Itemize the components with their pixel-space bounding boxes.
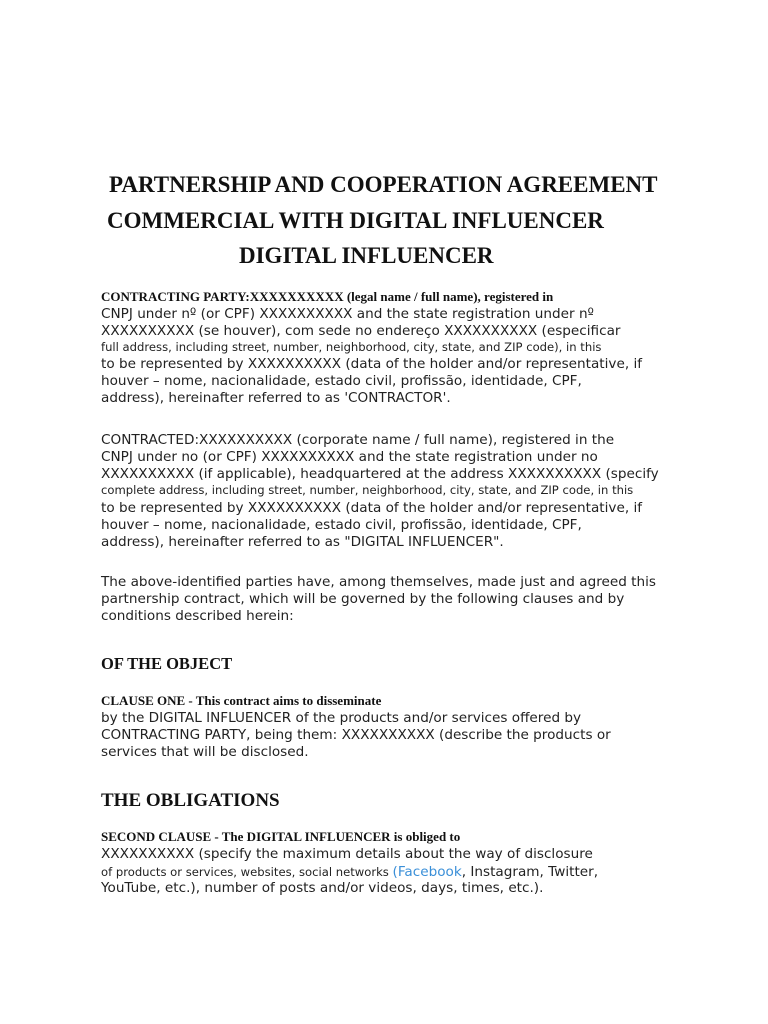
contracting-party-line: houver – nome, nacionalidade, estado civil, profissão, identidade, CPF,	[101, 373, 582, 389]
clause-two-line: XXXXXXXXXX (specify the maximum details about the way of disclosure	[101, 846, 593, 862]
title-line-1: PARTNERSHIP AND COOPERATION AGREEMENT	[109, 172, 658, 197]
clause-two-text: , Instagram, Twitter,	[461, 864, 599, 880]
contracted-line: houver – nome, nacionalidade, estado civil, profissão, identidade, CPF,	[101, 517, 582, 533]
section-heading-obligations: THE OBLIGATIONS	[101, 790, 280, 811]
clause-two-title: SECOND CLAUSE - The DIGITAL INFLUENCER is obliged to	[101, 829, 461, 844]
clause-two-line	[101, 863, 598, 881]
section-heading-object: OF THE OBJECT	[101, 654, 233, 673]
facebook-link[interactable]: (Facebook	[392, 864, 462, 880]
title-line-3: DIGITAL INFLUENCER	[239, 243, 494, 268]
clause-one-line: services that will be disclosed.	[101, 744, 309, 760]
clause-one-line: CONTRACTING PARTY, being them: XXXXXXXXXX (describe the products or	[101, 727, 611, 743]
contracted-line: complete address, including street, number, neighborhood, city, state, and ZIP code, in this	[101, 483, 634, 497]
clause-two-line: YouTube, etc.), number of posts and/or videos, days, times, etc.).	[101, 880, 544, 896]
contracted-line: to be represented by XXXXXXXXXX (data of the holder and/or representative, if	[101, 500, 643, 516]
contracting-party-line: XXXXXXXXXX (se houver), com sede no endereço XXXXXXXXXX (especificar	[101, 323, 621, 339]
clause-one-line: by the DIGITAL INFLUENCER of the products and/or services offered by	[101, 710, 582, 726]
contracting-party-line: to be represented by XXXXXXXXXX (data of the holder and/or representative, if	[101, 356, 643, 372]
contracting-party-line: full address, including street, number, neighborhood, city, state, and ZIP code), in this	[101, 340, 602, 354]
contracted-line: CONTRACTED:XXXXXXXXXX (corporate name / full name), registered in the	[101, 432, 615, 448]
contracting-party-line: CNPJ under nº (or CPF) XXXXXXXXXX and the state registration under nº	[101, 306, 594, 322]
clause-two-text: of products or services, websites, social networks	[101, 865, 393, 879]
clause-one-title: CLAUSE ONE - This contract aims to disseminate	[101, 693, 382, 708]
contracting-party-line: address), hereinafter referred to as 'CONTRACTOR'.	[101, 390, 451, 406]
contracted-line: address), hereinafter referred to as "DIGITAL INFLUENCER".	[101, 534, 504, 550]
parties-statement-line: conditions described herein:	[101, 608, 294, 624]
title-line-2: COMMERCIAL WITH DIGITAL INFLUENCER	[107, 208, 604, 233]
parties-statement-line: The above-identified parties have, among themselves, made just and agreed this	[101, 574, 656, 590]
contracted-line: CNPJ under no (or CPF) XXXXXXXXXX and the state registration under no	[101, 449, 598, 465]
contracted-line: XXXXXXXXXX (if applicable), headquartered at the address XXXXXXXXXX (specify	[101, 466, 659, 482]
contracting-party-line: CONTRACTING PARTY:XXXXXXXXXX (legal name / full name), registered in	[101, 289, 554, 304]
parties-statement-line: partnership contract, which will be governed by the following clauses and by	[101, 591, 625, 607]
